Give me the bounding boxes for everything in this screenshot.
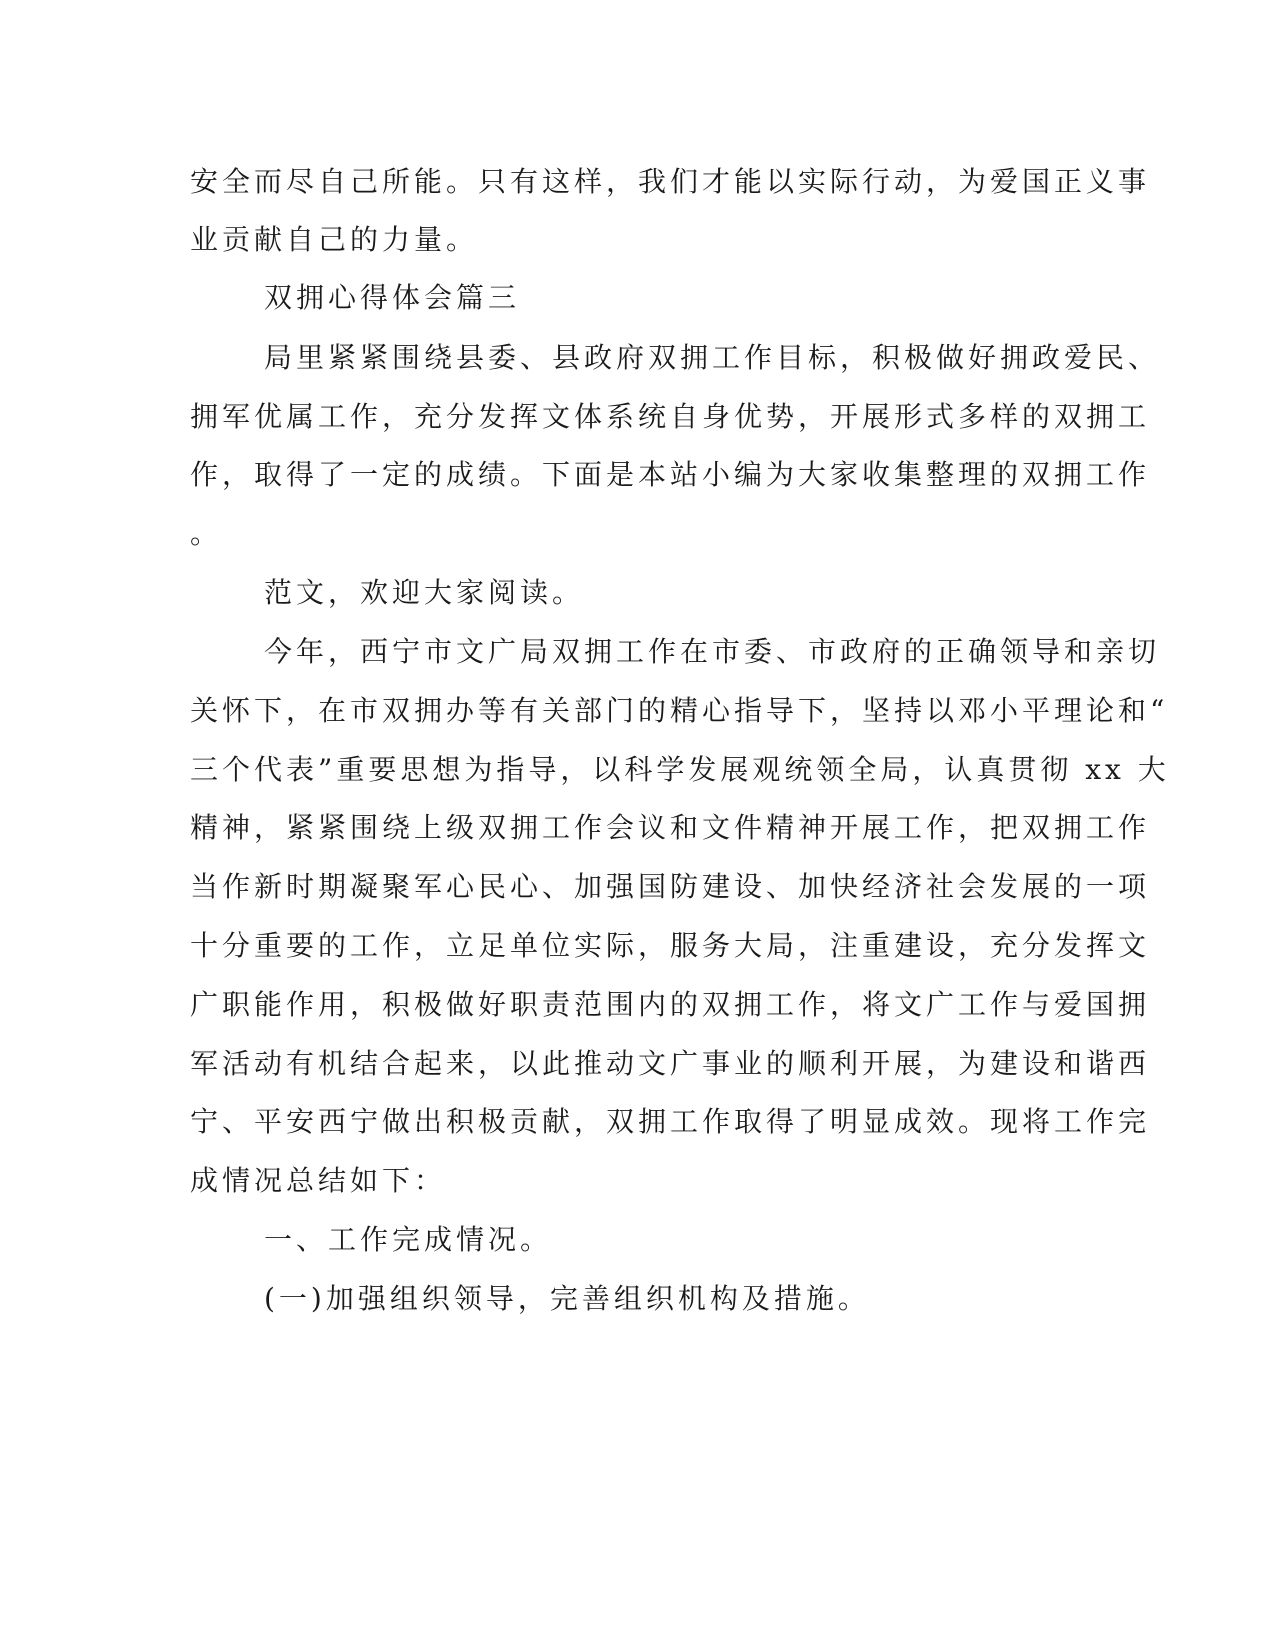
text-line-10: 关怀下，在市双拥办等有关部门的精心指导下，坚持以邓小平理论和“: [190, 694, 1169, 727]
sub-subsection-heading: (一)加强组织领导，完善组织机构及措施。: [264, 1282, 870, 1315]
text-line-15: 广职能作用，积极做好职责范围内的双拥工作，将文广工作与爱国拥: [190, 988, 1151, 1021]
text-line-2: 业贡献自己的力量。: [190, 223, 479, 256]
text-line-11: 三个代表”重要思想为指导，以科学发展观统领全局，认真贯彻 xx 大: [190, 753, 1170, 786]
text-line-18: 成情况总结如下：: [190, 1164, 447, 1197]
text-line-6: 作，取得了一定的成绩。下面是本站小编为大家收集整理的双拥工作: [190, 458, 1151, 491]
subsection-heading: 一、工作完成情况。: [264, 1223, 553, 1256]
text-line-1: 安全而尽自己所能。只有这样，我们才能以实际行动，为爱国正义事: [190, 165, 1151, 198]
text-line-17: 宁、平安西宁做出积极贡献，双拥工作取得了明显成效。现将工作完: [190, 1105, 1151, 1138]
text-line-12: 精神，紧紧围绕上级双拥工作会议和文件精神开展工作，把双拥工作: [190, 811, 1151, 844]
text-line-14: 十分重要的工作，立足单位实际，服务大局，注重建设，充分发挥文: [190, 929, 1151, 962]
text-line-9: 今年，西宁市文广局双拥工作在市委、市政府的正确领导和亲切: [264, 635, 1161, 668]
text-line-13: 当作新时期凝聚军心民心、加强国防建设、加快经济社会发展的一项: [190, 870, 1151, 903]
section-heading: 双拥心得体会篇三: [264, 281, 521, 314]
text-line-8: 范文，欢迎大家阅读。: [264, 576, 585, 609]
text-line-5: 拥军优属工作，充分发挥文体系统自身优势，开展形式多样的双拥工: [190, 400, 1151, 433]
text-line-7: 。: [190, 517, 223, 550]
text-line-4: 局里紧紧围绕县委、县政府双拥工作目标，积极做好拥政爱民、: [264, 341, 1161, 374]
text-line-16: 军活动有机结合起来，以此推动文广事业的顺利开展，为建设和谐西: [190, 1047, 1151, 1080]
